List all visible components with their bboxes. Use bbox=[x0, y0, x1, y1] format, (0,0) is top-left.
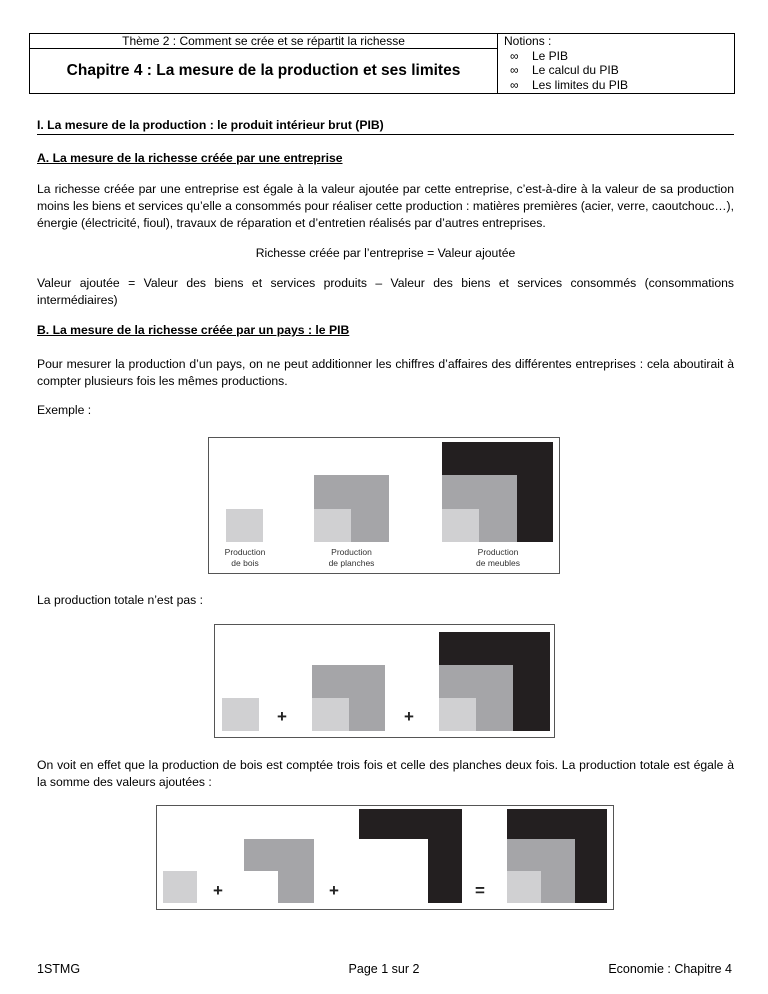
value-added-wood bbox=[163, 871, 197, 903]
notions-list bbox=[504, 49, 734, 93]
section-1-title: I. La mesure de la production : le produit intérieur brut (PIB) bbox=[37, 118, 734, 135]
planks-wood-part bbox=[314, 509, 351, 542]
wood-block bbox=[222, 698, 259, 731]
notion-item: ∞ Le calcul du PIB bbox=[510, 63, 619, 77]
planks-wood-part bbox=[312, 698, 349, 731]
theme-title: Thème 2 : Comment se crée et se répartit la richesse bbox=[30, 34, 498, 49]
section-b-paragraph: Pour mesurer la production d’un pays, on ne peut additionner les chiffres d’affaires des différentes entreprises : cela aboutirait à compter plusieurs fois les mêmes productions. bbox=[37, 357, 734, 388]
section-b-paragraph-2: On voit en effet que la production de bois est comptée trois fois et celle des planches deux fois. La production totale est égale à la somme des valeurs ajoutées : bbox=[37, 758, 734, 789]
equals-sign: = bbox=[475, 881, 485, 900]
chapter-title: Chapitre 4 : La mesure de la production et ses limites bbox=[30, 49, 498, 94]
furniture-gap bbox=[359, 839, 428, 903]
section-b-title: B. La mesure de la richesse créée par un pays : le PIB bbox=[37, 323, 350, 337]
footer-page-number: Page 1 sur 2 bbox=[348, 962, 420, 976]
not-total-label: La production totale n’est pas : bbox=[37, 593, 203, 607]
header-table bbox=[29, 33, 735, 94]
plus-sign: + bbox=[277, 707, 287, 726]
plus-sign: + bbox=[404, 707, 414, 726]
caption-meubles: Production de meubles bbox=[476, 547, 520, 568]
infinity-bullet-icon: ∞ bbox=[510, 77, 519, 92]
figure-value-added-sum bbox=[156, 805, 614, 910]
infinity-bullet-icon: ∞ bbox=[510, 63, 519, 77]
infinity-bullet-icon: ∞ bbox=[510, 48, 519, 63]
plus-sign: + bbox=[213, 881, 223, 900]
section-a-title: A. La mesure de la richesse créée par une entreprise bbox=[37, 151, 343, 165]
furniture-wood-part bbox=[442, 509, 479, 542]
section-a-paragraph: La richesse créée par une entreprise est égale à la valeur ajoutée par cette entreprise, c’est-à-dire à la valeur de sa production moins les biens et services qu’elle a consommés pour réaliser cette production : matières premières (acier, verre, caoutchouc…), énergie (électricité, fioul), travaux de réparation et d’entretien réalisés par d’autres entreprises. bbox=[37, 182, 734, 230]
formula-valeur-ajoutee: Valeur ajoutée = Valeur des biens et services produits – Valeur des biens et services consommés (consommations intermédiaires) bbox=[37, 276, 734, 307]
formula-richesse: Richesse créée par l’entreprise = Valeur ajoutée bbox=[255, 246, 516, 260]
notion-item: ∞ Le PIB bbox=[510, 48, 569, 63]
planks-gap bbox=[244, 871, 278, 903]
example-label: Exemple : bbox=[37, 403, 92, 417]
figure-wrong-sum bbox=[214, 624, 555, 738]
caption-bois: Production de bois bbox=[224, 547, 266, 568]
notions-title: Notions : bbox=[504, 34, 552, 48]
notion-item: ∞ Les limites du PIB bbox=[510, 77, 629, 92]
total-wood-part bbox=[507, 871, 541, 903]
notions-box bbox=[498, 34, 735, 94]
footer-right: Economie : Chapitre 4 bbox=[608, 962, 732, 976]
furniture-wood-part bbox=[439, 698, 476, 731]
figure-production-chain bbox=[208, 437, 560, 574]
wood-block bbox=[226, 509, 263, 542]
caption-planches: Production de planches bbox=[328, 547, 375, 568]
footer-left: 1STMG bbox=[37, 962, 81, 976]
plus-sign: + bbox=[329, 881, 339, 900]
